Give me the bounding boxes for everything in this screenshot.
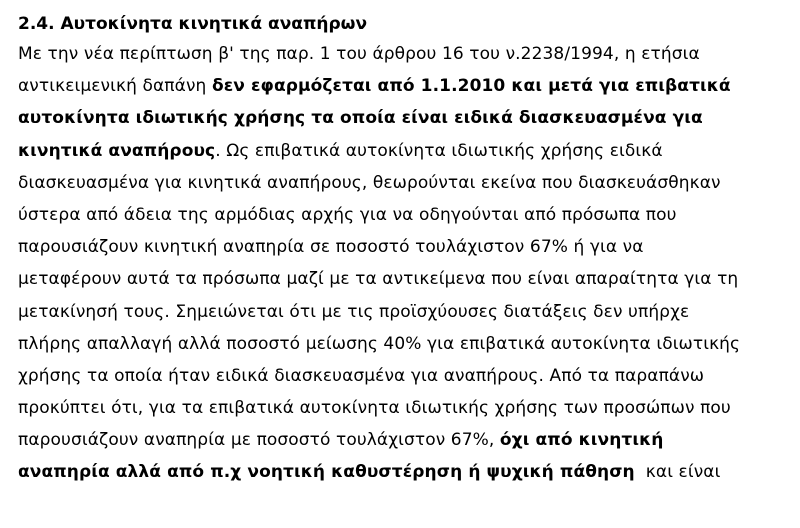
bold-text-segment: δεν εφαρμόζεται από 1.1.2010 και μετά για επιβατικά [211, 76, 731, 97]
paragraph-line [18, 360, 790, 392]
paragraph-line [18, 135, 790, 167]
paragraph-line [18, 392, 790, 424]
paragraph-line [18, 70, 790, 102]
paragraph-line [18, 263, 790, 295]
text-segment: μεταφέρουν αυτά τα πρόσωπα μαζί με τα αντικείμενα που είναι απαραίτητα για τη [18, 269, 739, 290]
text-segment: παρουσιάζουν κινητική αναπηρία σε ποσοστό τουλάχιστον 67% ή για να [18, 237, 644, 258]
text-segment: χρήσης τα οποία ήταν ειδικά διασκευασμένα για αναπήρους. Από τα παραπάνω [18, 365, 705, 386]
text-segment: προκύπτει ότι, για τα επιβατικά αυτοκίνητα ιδιωτικής χρήσης των προσώπων που [18, 398, 731, 419]
text-segment: και είναι [634, 462, 721, 483]
bold-text-segment: κινητικά αναπήρους [18, 140, 216, 161]
text-segment: ύστερα από άδεια της αρμόδιας αρχής για να οδηγούνται από πρόσωπα που [18, 204, 677, 225]
bold-text-segment: όχι από κινητική [499, 430, 664, 451]
bold-text-segment: αναπηρία αλλά από π.χ νοητική καθυστέρηση ή ψυχική πάθηση [18, 462, 635, 483]
text-segment: Με την νέα περίπτωση β' της παρ. 1 του άρθρου 16 του ν.2238/1994, η ετήσια [18, 44, 700, 64]
text-segment: αντικειμενική δαπάνη [18, 76, 212, 97]
text-segment: παρουσιάζουν αναπηρία με ποσοστό τουλάχιστον 67%, [18, 430, 500, 451]
paragraph-line [18, 231, 790, 263]
bold-text-segment: αυτοκίνητα ιδιωτικής χρήσης τα οποία είναι ειδικά διασκευασμένα για [18, 108, 703, 129]
text-segment: πλήρης απαλλαγή αλλά ποσοστό μείωσης 40% για επιβατικά αυτοκίνητα ιδιωτικής [18, 333, 741, 354]
text-segment: . Ως επιβατικά αυτοκίνητα ιδιωτικής χρήσης ειδικά [215, 140, 663, 161]
paragraph-line [18, 456, 790, 488]
paragraph-line [18, 167, 790, 199]
paragraph-line [18, 102, 790, 134]
paragraph-line [18, 38, 790, 70]
section-paragraph [18, 38, 790, 489]
paragraph-line [18, 424, 790, 456]
paragraph-line [18, 199, 790, 231]
text-segment: μετακίνησή τους. Σημειώνεται ότι με τις προϊσχύουσες διατάξεις δεν υπήρχε [18, 301, 690, 322]
document-body [18, 10, 790, 489]
paragraph-line [18, 328, 790, 360]
text-segment: διασκευασμένα για κινητικά αναπήρους, θεωρούνται εκείνα που διασκευάσθηκαν [18, 172, 721, 193]
paragraph-line [18, 296, 790, 328]
section-heading: 2.4. Αυτοκίνητα κινητικά αναπήρων [18, 14, 368, 34]
